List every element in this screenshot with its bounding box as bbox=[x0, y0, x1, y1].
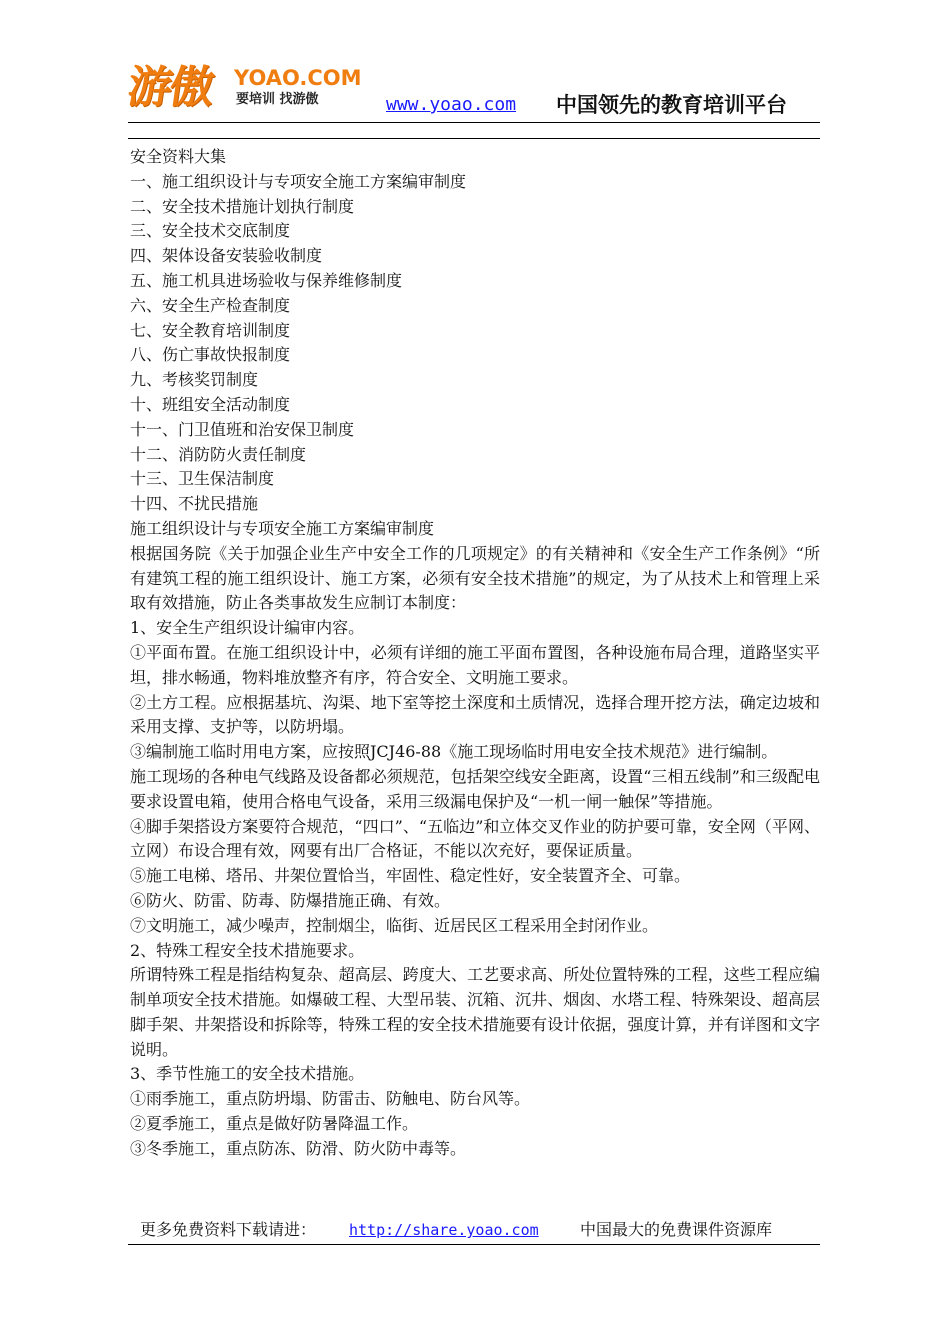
document-paragraph: 七、安全教育培训制度 bbox=[130, 320, 291, 340]
header-site-link[interactable]: www.yoao.com bbox=[386, 94, 517, 115]
page-header bbox=[0, 0, 950, 140]
document-paragraph: 六、安全生产检查制度 bbox=[130, 295, 291, 315]
document-body bbox=[130, 145, 820, 1162]
document-paragraph: 十、班组安全活动制度 bbox=[130, 394, 291, 414]
header-rule bbox=[128, 122, 820, 123]
document-paragraph: 五、施工机具进场验收与保养维修制度 bbox=[130, 270, 403, 290]
logo-slogan: 要培训 找游傲 bbox=[236, 92, 319, 107]
footer-rule bbox=[128, 1244, 820, 1245]
document-paragraph: ①平面布置。在施工组织设计中，必须有详细的施工平面布置图，各种设施布局合理，道路坚实平坦，排水畅通，物料堆放整齐有序，符合安全、文明施工要求。 bbox=[130, 642, 820, 687]
header-rule-secondary bbox=[128, 138, 820, 139]
document-paragraph: ②夏季施工，重点是做好防暑降温工作。 bbox=[130, 1114, 419, 1134]
logo-wordmark: 游傲 bbox=[124, 62, 216, 113]
document-paragraph: 根据国务院《关于加强企业生产中安全工作的几项规定》的有关精神和《安全生产工作条例》“所有建筑工程的施工组织设计、施工方案，必须有安全技术措施”的规定，为了从技术上和管理上采取有效措施，防止各类事故发生应制订本制度： bbox=[130, 543, 820, 613]
header-slogan: 中国领先的教育培训平台 bbox=[556, 93, 787, 117]
yoao-logo[interactable] bbox=[124, 62, 362, 122]
document-paragraph: ①雨季施工，重点防坍塌、防雷击、防触电、防台风等。 bbox=[130, 1089, 531, 1109]
document-paragraph: 十三、卫生保洁制度 bbox=[130, 469, 275, 489]
document-paragraph: 四、架体设备安装验收制度 bbox=[130, 246, 323, 266]
page-footer bbox=[140, 1218, 820, 1242]
footer-slogan: 中国最大的免费课件资源库 bbox=[580, 1220, 773, 1239]
document-paragraph: ⑦文明施工，减少噪声，控制烟尘，临街、近居民区工程采用全封闭作业。 bbox=[130, 915, 659, 935]
document-paragraph: 十四、不扰民措施 bbox=[130, 494, 259, 514]
document-paragraph: 所谓特殊工程是指结构复杂、超高层、跨度大、工艺要求高、所处位置特殊的工程，这些工程应编制单项安全技术措施。如爆破工程、大型吊装、沉箱、沉井、烟囱、水塔工程、特殊架设、超高层脚手架、井架搭设和拆除等，特殊工程的安全技术措施要有设计依据，强度计算，并有详图和文字说明。 bbox=[130, 965, 820, 1059]
logo-domain: YOAO.COM bbox=[234, 66, 362, 90]
document-paragraph: 十二、消防防火责任制度 bbox=[130, 444, 307, 464]
document-paragraph: 二、安全技术措施计划执行制度 bbox=[130, 196, 355, 216]
document-paragraph: 施工现场的各种电气线路及设备都必须规范，包括架空线安全距离，设置“三相五线制”和三级配电要求设置电箱，使用合格电气设备，采用三级漏电保护及“一机一闸一触保”等措施。 bbox=[130, 766, 820, 811]
footer-download-link[interactable]: http://share.yoao.com bbox=[349, 1221, 539, 1239]
document-paragraph: ③编制施工临时用电方案，应按照JCJ46-88《施工现场临时用电安全技术规范》进行编制。 bbox=[130, 742, 778, 762]
document-paragraph: 十一、门卫值班和治安保卫制度 bbox=[130, 419, 355, 439]
document-paragraph: 八、伤亡事故快报制度 bbox=[130, 345, 291, 365]
document-paragraph: ②土方工程。应根据基坑、沟渠、地下室等挖土深度和土质情况，选择合理开挖方法，确定边坡和采用支撑、支护等，以防坍塌。 bbox=[130, 692, 820, 737]
document-paragraph: ⑥防火、防雷、防毒、防爆措施正确、有效。 bbox=[130, 890, 451, 910]
document-paragraph: 三、安全技术交底制度 bbox=[130, 221, 291, 241]
document-paragraph: 九、考核奖罚制度 bbox=[130, 370, 259, 390]
document-paragraph: ④脚手架搭设方案要符合规范，“四口”、“五临边”和立体交叉作业的防护要可靠，安全网（平网、立网）布设合理有效，网要有出厂合格证，不能以次充好，要保证质量。 bbox=[130, 816, 820, 861]
footer-label: 更多免费资料下载请进： bbox=[140, 1220, 317, 1239]
document-paragraph: 安全资料大集 bbox=[130, 147, 227, 166]
document-paragraph: 施工组织设计与专项安全施工方案编审制度 bbox=[130, 518, 435, 538]
document-paragraph: ③冬季施工，重点防冻、防滑、防火防中毒等。 bbox=[130, 1138, 467, 1158]
document-paragraph: 3、季节性施工的安全技术措施。 bbox=[130, 1064, 365, 1084]
document-paragraph: ⑤施工电梯、塔吊、井架位置恰当，牢固性、稳定性好，安全装置齐全、可靠。 bbox=[130, 866, 691, 886]
document-paragraph: 1、安全生产组织设计编审内容。 bbox=[130, 618, 365, 638]
document-paragraph: 一、施工组织设计与专项安全施工方案编审制度 bbox=[130, 171, 467, 191]
document-paragraph: 2、特殊工程安全技术措施要求。 bbox=[130, 940, 365, 960]
